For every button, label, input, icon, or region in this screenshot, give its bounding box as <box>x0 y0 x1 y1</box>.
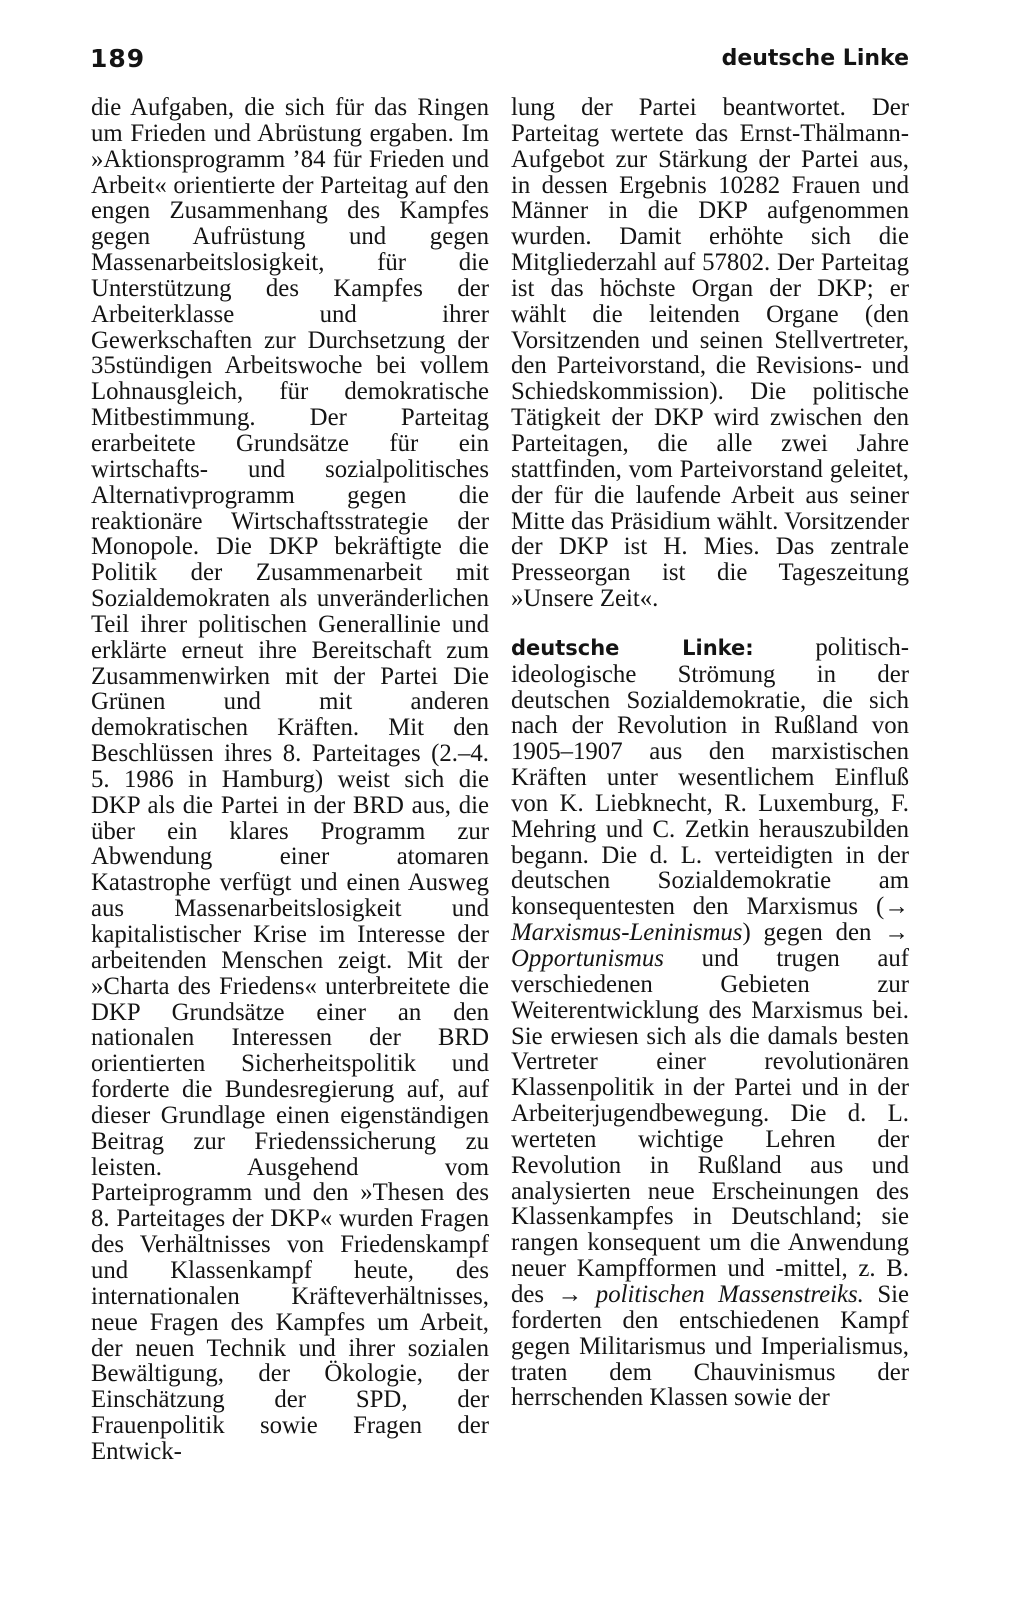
entry-deutsche-linke <box>511 635 909 1411</box>
entry-text-4: Sie forderten den entschiedenen Kampf gegen Militarismus und Imperialismus, traten dem Chauvinismus der herrschenden Klassen sowie der <box>511 1280 909 1412</box>
left-column-text: die Aufgaben, die sich für das Ringen um Frieden und Abrüstung ergaben. Im »Aktionsprogramm ’84 für Frieden und Arbeit« orientierte der Parteitag auf den engen Zusammenhang des Kampfes gegen Aufrüstung und gegen Massenarbeitslosigkeit, für die Unterstützung des Kampfes der Arbeiterklasse und ihrer Gewerkschaften zur Durchsetzung der 35stündigen Arbeitswoche bei vollem Lohnausgleich, für demokratische Mitbestimmung. Der Parteitag erarbeitete Grundsätze für ein wirtschafts- und sozialpolitisches Alternativprogramm gegen die reaktionäre Wirtschaftsstrategie der Monopole. Die DKP bekräftigte die Politik der Zusammenarbeit mit Sozialdemokraten als unveränderlichen Teil ihrer politischen Generallinie und erklärte erneut ihre Bereitschaft zum Zusammenwirken mit der Partei Die Grünen und mit anderen demokratischen Kräften. Mit den Beschlüssen ihres 8. Parteitages (2.–4. 5. 1986 in Hamburg) weist sich die DKP als die Partei in der BRD aus, die über ein klares Programm zur Abwendung einer atomaren Katastrophe verfügt und einen Ausweg aus Massenarbeitslosigkeit und kapitalistischer Krise im Interesse der arbeitenden Menschen zeigt. Mit der »Charta des Friedens« unterbreitete die DKP Grundsätze einer an den nationalen Interessen der BRD orientierten Sicherheitspolitik und forderte die Bundesregierung auf, auf dieser Grundlage einen eigenständigen Beitrag zur Friedenssicherung zu leisten. Ausgehend vom Parteiprogramm und den »Thesen des 8. Parteitages der DKP« wurden Fragen des Verhältnisses von Friedenskampf und Klassenkampf heute, des internationalen Kräfteverhältnisses, neue Fragen des Kampfes um Arbeit, der neuen Technik und ihrer sozialen Bewältigung, der Ökologie, der Einschätzung der SPD, der Frauenpolitik sowie Fragen der Entwick- <box>91 94 489 1465</box>
entry-text-2: ) gegen den <box>742 919 872 947</box>
running-head: deutsche Linke <box>721 46 909 71</box>
left-column <box>91 95 489 1465</box>
entry-text-3: und trugen auf verschiedenen Gebieten zur Weiterentwicklung des Marxismus bei. Sie erwiesen sich als die damals besten Vertreter einer revolutionären Klassenpolitik in der Partei und in der Arbeiterjugendbewegung. Die d. L. werteten wichtige Lehren der Revolution in Rußland aus und analysierten neue Erscheinungen des Klassenkampfes in Deutschland; sie rangen konsequent um die Anwendung neuer Kampfformen und -mittel, z. B. des <box>511 945 909 1308</box>
xref-opportunismus[interactable]: → Opportunismus <box>511 919 909 972</box>
xref-politischen-massenstreiks[interactable]: → politischen Massenstreiks. <box>557 1280 864 1308</box>
page-number: 189 <box>90 44 146 73</box>
entry-text-1: politisch-ideologische Strömung in der deutschen Sozialdemokratie, die sich nach der Revolution in Rußland von 1905–1907 aus den marxistischen Kräften unter wesentlichem Einfluß von K. Liebknecht, R. Luxemburg, F. Mehring und C. Zetkin herauszubilden begann. Die d. L. verteidigten in der deutschen Sozialdemokratie am konsequentesten den Marxismus ( <box>511 633 909 921</box>
right-column-continuation: lung der Partei beantwortet. Der Parteitag wertete das Ernst-Thälmann-Aufgebot zur Stärkung der Partei aus, in dessen Ergebnis 10282 Frauen und Männer in die DKP aufgenommen wurden. Damit erhöhte sich die Mitgliederzahl auf 57802. Der Parteitag ist das höchste Organ der DKP; er wählt die leitenden Organe (den Vorsitzenden und seinen Stellvertreter, den Parteivorstand, die Revisions- und Schiedskommission). Die politische Tätigkeit der DKP wird zwischen den Parteitagen, die alle zwei Jahre stattfinden, vom Parteivorstand geleitet, der für die laufende Arbeit aus seiner Mitte das Präsidium wählt. Vorsitzender der DKP ist H. Mies. Das zentrale Presseorgan ist die Tageszeitung »Unsere Zeit«. <box>511 94 909 613</box>
entry-lemma: deutsche Linke: <box>511 635 754 660</box>
entry-spacer <box>511 612 909 635</box>
right-column <box>511 95 909 1411</box>
xref-marxismus-leninismus[interactable]: → Marxismus-Leninismus <box>511 893 909 947</box>
